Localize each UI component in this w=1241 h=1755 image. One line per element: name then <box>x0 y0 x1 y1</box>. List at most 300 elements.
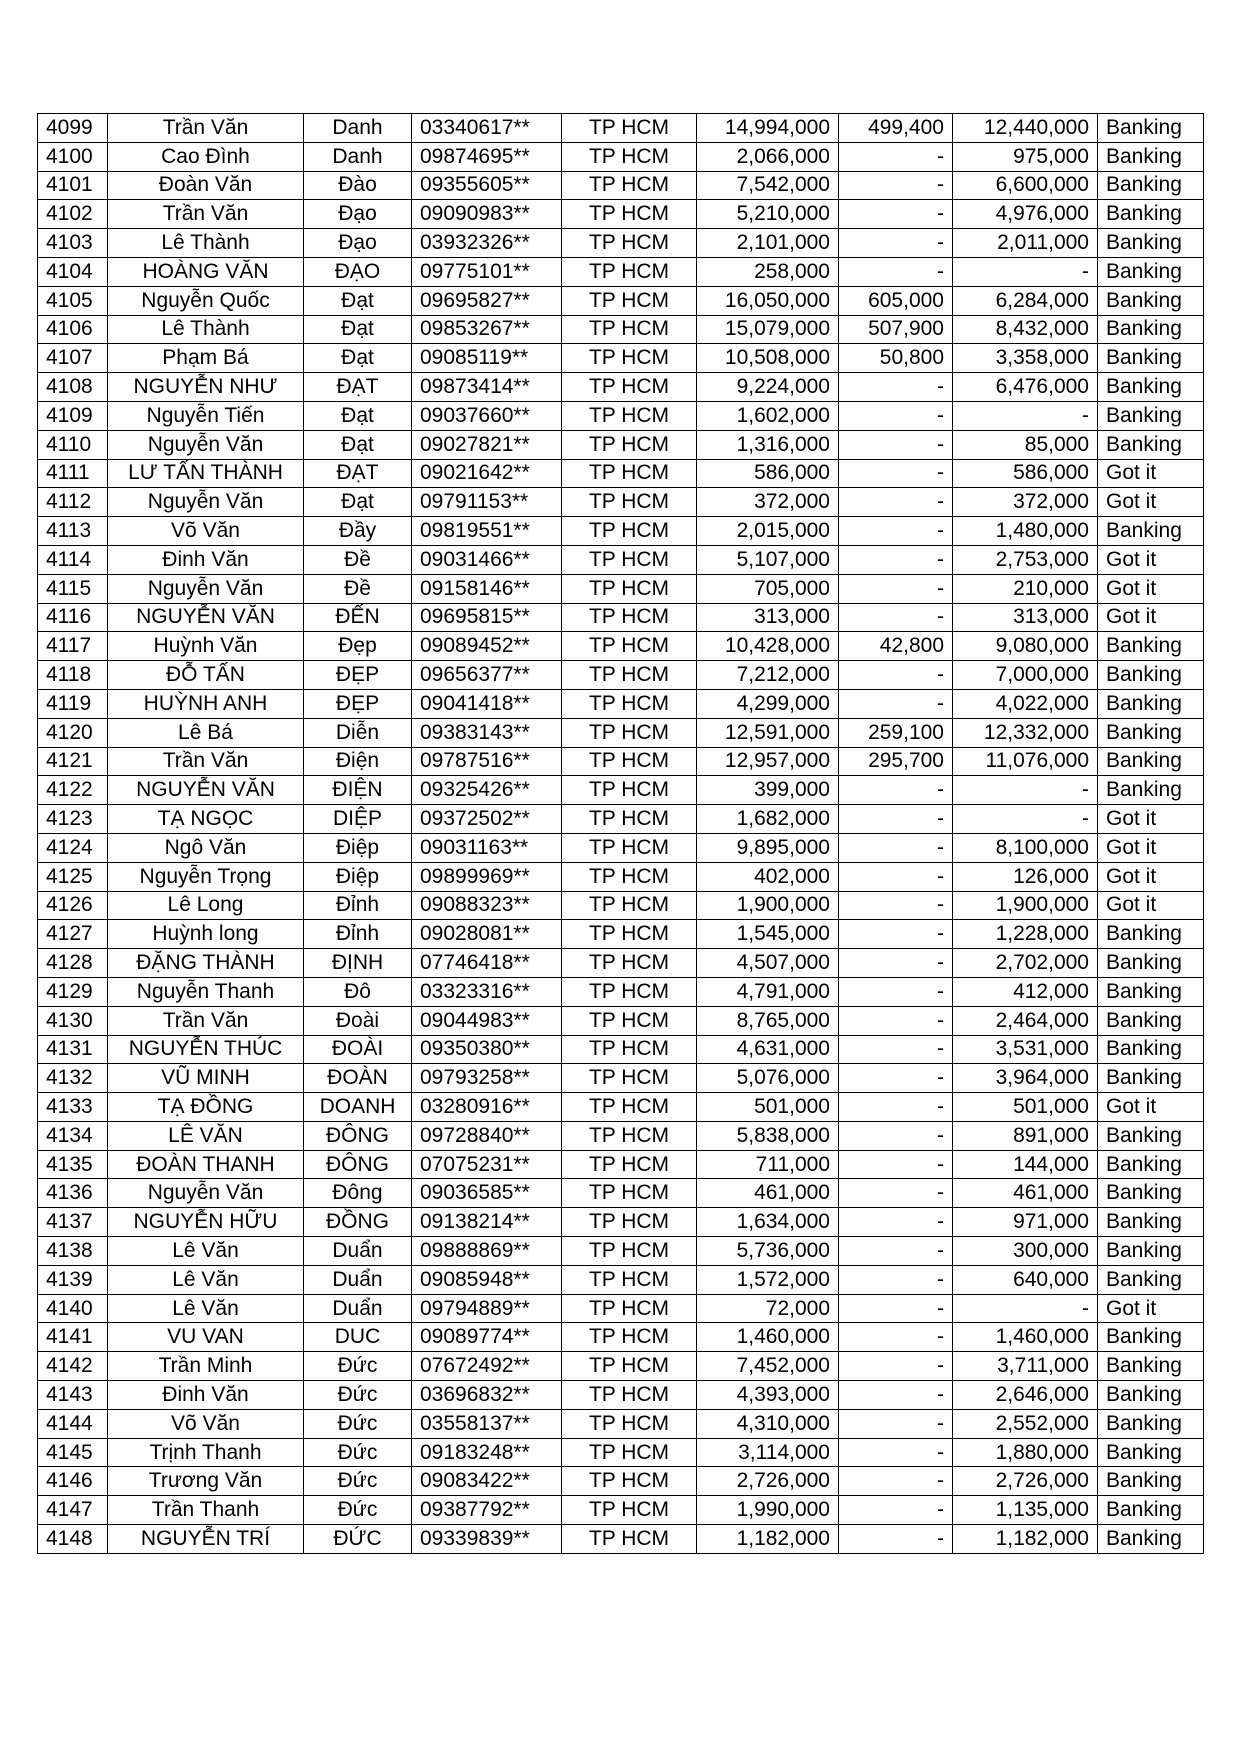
phone-number: 09787516** <box>412 747 562 776</box>
phone-number: 09041418** <box>412 689 562 718</box>
payment-method: Banking <box>1098 517 1204 546</box>
row-number: 4128 <box>38 949 108 978</box>
city: TP HCM <box>562 373 697 402</box>
given-name: Đào <box>304 171 412 200</box>
payment-method: Got it <box>1098 891 1204 920</box>
table-row <box>38 1294 1204 1323</box>
row-number: 4108 <box>38 373 108 402</box>
table-row <box>38 776 1204 805</box>
row-number: 4147 <box>38 1496 108 1525</box>
phone-number: 09037660** <box>412 401 562 430</box>
paid-amount: 1,900,000 <box>953 891 1098 920</box>
phone-number: 09085948** <box>412 1265 562 1294</box>
total-amount: 12,591,000 <box>697 718 839 747</box>
table-row <box>38 1150 1204 1179</box>
total-amount: 372,000 <box>697 488 839 517</box>
paid-amount: 2,464,000 <box>953 1006 1098 1035</box>
surname-middle-name: Trần Thanh <box>108 1496 304 1525</box>
payment-method: Banking <box>1098 1438 1204 1467</box>
table-row <box>38 171 1204 200</box>
phone-number: 07746418** <box>412 949 562 978</box>
phone-number: 09031163** <box>412 833 562 862</box>
row-number: 4119 <box>38 689 108 718</box>
deduction-amount: - <box>839 1237 953 1266</box>
given-name: Đông <box>304 1179 412 1208</box>
table-row <box>38 1381 1204 1410</box>
given-name: Đề <box>304 545 412 574</box>
total-amount: 16,050,000 <box>697 286 839 315</box>
payment-method: Got it <box>1098 862 1204 891</box>
phone-number: 09325426** <box>412 776 562 805</box>
surname-middle-name: ĐỖ TẤN <box>108 661 304 690</box>
given-name: ĐOÀN <box>304 1064 412 1093</box>
paid-amount: - <box>953 1294 1098 1323</box>
deduction-amount: - <box>839 574 953 603</box>
payment-method: Banking <box>1098 430 1204 459</box>
table-row <box>38 344 1204 373</box>
row-number: 4112 <box>38 488 108 517</box>
surname-middle-name: Nguyễn Quốc <box>108 286 304 315</box>
deduction-amount: - <box>839 1525 953 1554</box>
payment-table <box>37 113 1204 1554</box>
surname-middle-name: Nguyễn Văn <box>108 574 304 603</box>
payment-method: Banking <box>1098 1381 1204 1410</box>
city: TP HCM <box>562 1438 697 1467</box>
total-amount: 9,224,000 <box>697 373 839 402</box>
surname-middle-name: NGUYỄN THÚC <box>108 1035 304 1064</box>
paid-amount: 144,000 <box>953 1150 1098 1179</box>
row-number: 4148 <box>38 1525 108 1554</box>
deduction-amount: - <box>839 517 953 546</box>
payment-method: Banking <box>1098 1179 1204 1208</box>
paid-amount: 2,011,000 <box>953 229 1098 258</box>
phone-number: 09383143** <box>412 718 562 747</box>
deduction-amount: - <box>839 401 953 430</box>
payment-method: Banking <box>1098 1006 1204 1035</box>
deduction-amount: 259,100 <box>839 718 953 747</box>
given-name: Điện <box>304 747 412 776</box>
paid-amount: 300,000 <box>953 1237 1098 1266</box>
total-amount: 1,602,000 <box>697 401 839 430</box>
total-amount: 1,634,000 <box>697 1208 839 1237</box>
payment-method: Banking <box>1098 315 1204 344</box>
payment-method: Got it <box>1098 574 1204 603</box>
paid-amount: - <box>953 776 1098 805</box>
table-row <box>38 747 1204 776</box>
surname-middle-name: Trần Văn <box>108 747 304 776</box>
given-name: DOANH <box>304 1093 412 1122</box>
table-row <box>38 1323 1204 1352</box>
row-number: 4107 <box>38 344 108 373</box>
table-row <box>38 1409 1204 1438</box>
deduction-amount: - <box>839 920 953 949</box>
surname-middle-name: LÊ VĂN <box>108 1121 304 1150</box>
city: TP HCM <box>562 142 697 171</box>
payment-method: Banking <box>1098 373 1204 402</box>
phone-number: 09793258** <box>412 1064 562 1093</box>
city: TP HCM <box>562 1121 697 1150</box>
city: TP HCM <box>562 747 697 776</box>
total-amount: 7,212,000 <box>697 661 839 690</box>
paid-amount: 8,100,000 <box>953 833 1098 862</box>
table-row <box>38 315 1204 344</box>
surname-middle-name: Đinh Văn <box>108 1381 304 1410</box>
surname-middle-name: NGUYỄN TRÍ <box>108 1525 304 1554</box>
paid-amount: 8,432,000 <box>953 315 1098 344</box>
phone-number: 09888869** <box>412 1237 562 1266</box>
city: TP HCM <box>562 603 697 632</box>
deduction-amount: - <box>839 1438 953 1467</box>
table-row <box>38 1352 1204 1381</box>
total-amount: 1,572,000 <box>697 1265 839 1294</box>
table-row <box>38 1064 1204 1093</box>
table-row <box>38 1265 1204 1294</box>
given-name: Đức <box>304 1381 412 1410</box>
row-number: 4114 <box>38 545 108 574</box>
table-row <box>38 517 1204 546</box>
phone-number: 03696832** <box>412 1381 562 1410</box>
given-name: Duẩn <box>304 1237 412 1266</box>
total-amount: 12,957,000 <box>697 747 839 776</box>
payment-method: Banking <box>1098 949 1204 978</box>
table-row <box>38 689 1204 718</box>
phone-number: 09027821** <box>412 430 562 459</box>
payment-method: Banking <box>1098 977 1204 1006</box>
table-row <box>38 1121 1204 1150</box>
city: TP HCM <box>562 401 697 430</box>
deduction-amount: - <box>839 1208 953 1237</box>
surname-middle-name: ĐẶNG THÀNH <box>108 949 304 978</box>
city: TP HCM <box>562 776 697 805</box>
table-row <box>38 545 1204 574</box>
row-number: 4113 <box>38 517 108 546</box>
phone-number: 09158146** <box>412 574 562 603</box>
deduction-amount: - <box>839 1409 953 1438</box>
row-number: 4136 <box>38 1179 108 1208</box>
city: TP HCM <box>562 459 697 488</box>
payment-method: Banking <box>1098 1467 1204 1496</box>
phone-number: 09794889** <box>412 1294 562 1323</box>
total-amount: 2,015,000 <box>697 517 839 546</box>
paid-amount: 2,702,000 <box>953 949 1098 978</box>
payment-method: Banking <box>1098 1237 1204 1266</box>
city: TP HCM <box>562 1525 697 1554</box>
phone-number: 09350380** <box>412 1035 562 1064</box>
city: TP HCM <box>562 1208 697 1237</box>
given-name: Điệp <box>304 833 412 862</box>
surname-middle-name: Lê Bá <box>108 718 304 747</box>
total-amount: 14,994,000 <box>697 114 839 143</box>
row-number: 4101 <box>38 171 108 200</box>
deduction-amount: 499,400 <box>839 114 953 143</box>
row-number: 4126 <box>38 891 108 920</box>
payment-method: Banking <box>1098 286 1204 315</box>
deduction-amount: - <box>839 603 953 632</box>
surname-middle-name: Lê Long <box>108 891 304 920</box>
given-name: Đạt <box>304 430 412 459</box>
deduction-amount: - <box>839 1150 953 1179</box>
surname-middle-name: Nguyễn Văn <box>108 430 304 459</box>
row-number: 4099 <box>38 114 108 143</box>
given-name: Đầy <box>304 517 412 546</box>
given-name: Đức <box>304 1467 412 1496</box>
payment-method: Banking <box>1098 1035 1204 1064</box>
total-amount: 501,000 <box>697 1093 839 1122</box>
surname-middle-name: Phạm Bá <box>108 344 304 373</box>
phone-number: 09695815** <box>412 603 562 632</box>
phone-number: 03932326** <box>412 229 562 258</box>
phone-number: 09728840** <box>412 1121 562 1150</box>
city: TP HCM <box>562 1381 697 1410</box>
given-name: Danh <box>304 142 412 171</box>
payment-method: Banking <box>1098 661 1204 690</box>
paid-amount: 3,964,000 <box>953 1064 1098 1093</box>
surname-middle-name: ĐOÀN THANH <box>108 1150 304 1179</box>
row-number: 4117 <box>38 632 108 661</box>
surname-middle-name: VU VAN <box>108 1323 304 1352</box>
surname-middle-name: Lê Văn <box>108 1237 304 1266</box>
payment-method: Banking <box>1098 1409 1204 1438</box>
row-number: 4102 <box>38 200 108 229</box>
deduction-amount: - <box>839 545 953 574</box>
payment-method: Banking <box>1098 344 1204 373</box>
surname-middle-name: Ngô Văn <box>108 833 304 862</box>
deduction-amount: - <box>839 1265 953 1294</box>
paid-amount: 313,000 <box>953 603 1098 632</box>
paid-amount: 412,000 <box>953 977 1098 1006</box>
paid-amount: 971,000 <box>953 1208 1098 1237</box>
row-number: 4133 <box>38 1093 108 1122</box>
total-amount: 1,182,000 <box>697 1525 839 1554</box>
deduction-amount: 507,900 <box>839 315 953 344</box>
paid-amount: - <box>953 257 1098 286</box>
city: TP HCM <box>562 545 697 574</box>
city: TP HCM <box>562 1006 697 1035</box>
given-name: ĐẸP <box>304 661 412 690</box>
deduction-amount: - <box>839 1381 953 1410</box>
city: TP HCM <box>562 171 697 200</box>
row-number: 4140 <box>38 1294 108 1323</box>
row-number: 4100 <box>38 142 108 171</box>
table-row <box>38 257 1204 286</box>
given-name: Điệp <box>304 862 412 891</box>
table-row <box>38 805 1204 834</box>
payment-method: Banking <box>1098 1525 1204 1554</box>
payment-method: Banking <box>1098 401 1204 430</box>
table-row <box>38 1467 1204 1496</box>
paid-amount: 1,480,000 <box>953 517 1098 546</box>
paid-amount: 372,000 <box>953 488 1098 517</box>
surname-middle-name: Trương Văn <box>108 1467 304 1496</box>
paid-amount: 2,753,000 <box>953 545 1098 574</box>
payment-method: Banking <box>1098 1352 1204 1381</box>
deduction-amount: - <box>839 949 953 978</box>
paid-amount: 640,000 <box>953 1265 1098 1294</box>
given-name: ĐÔNG <box>304 1121 412 1150</box>
total-amount: 7,542,000 <box>697 171 839 200</box>
total-amount: 1,460,000 <box>697 1323 839 1352</box>
given-name: Đạt <box>304 401 412 430</box>
city: TP HCM <box>562 229 697 258</box>
deduction-amount: - <box>839 1467 953 1496</box>
given-name: Đạo <box>304 200 412 229</box>
table-row <box>38 430 1204 459</box>
row-number: 4145 <box>38 1438 108 1467</box>
row-number: 4124 <box>38 833 108 862</box>
surname-middle-name: NGUYỄN VĂN <box>108 776 304 805</box>
table-row <box>38 891 1204 920</box>
phone-number: 09138214** <box>412 1208 562 1237</box>
row-number: 4142 <box>38 1352 108 1381</box>
city: TP HCM <box>562 949 697 978</box>
row-number: 4121 <box>38 747 108 776</box>
given-name: Đạt <box>304 315 412 344</box>
city: TP HCM <box>562 488 697 517</box>
total-amount: 1,545,000 <box>697 920 839 949</box>
phone-number: 09089452** <box>412 632 562 661</box>
city: TP HCM <box>562 862 697 891</box>
deduction-amount: - <box>839 257 953 286</box>
table-row <box>38 1208 1204 1237</box>
phone-number: 09899969** <box>412 862 562 891</box>
city: TP HCM <box>562 1496 697 1525</box>
given-name: Đức <box>304 1352 412 1381</box>
row-number: 4146 <box>38 1467 108 1496</box>
city: TP HCM <box>562 286 697 315</box>
paid-amount: 12,332,000 <box>953 718 1098 747</box>
deduction-amount: - <box>839 229 953 258</box>
deduction-amount: - <box>839 1496 953 1525</box>
paid-amount: 1,135,000 <box>953 1496 1098 1525</box>
total-amount: 4,631,000 <box>697 1035 839 1064</box>
table-row <box>38 142 1204 171</box>
deduction-amount: - <box>839 1064 953 1093</box>
surname-middle-name: LƯ TẤN THÀNH <box>108 459 304 488</box>
phone-number: 09044983** <box>412 1006 562 1035</box>
given-name: ĐOÀI <box>304 1035 412 1064</box>
deduction-amount: - <box>839 776 953 805</box>
total-amount: 258,000 <box>697 257 839 286</box>
table-row <box>38 373 1204 402</box>
given-name: Đoài <box>304 1006 412 1035</box>
deduction-amount: - <box>839 805 953 834</box>
payment-method: Banking <box>1098 632 1204 661</box>
given-name: Diễn <box>304 718 412 747</box>
row-number: 4122 <box>38 776 108 805</box>
city: TP HCM <box>562 718 697 747</box>
surname-middle-name: Trịnh Thanh <box>108 1438 304 1467</box>
table-row <box>38 200 1204 229</box>
row-number: 4103 <box>38 229 108 258</box>
surname-middle-name: Đinh Văn <box>108 545 304 574</box>
paid-amount: 210,000 <box>953 574 1098 603</box>
payment-method: Banking <box>1098 776 1204 805</box>
row-number: 4129 <box>38 977 108 1006</box>
paid-amount: 4,976,000 <box>953 200 1098 229</box>
payment-method: Banking <box>1098 718 1204 747</box>
surname-middle-name: Huỳnh long <box>108 920 304 949</box>
table-row <box>38 1035 1204 1064</box>
payment-method: Banking <box>1098 257 1204 286</box>
given-name: ĐẠT <box>304 459 412 488</box>
city: TP HCM <box>562 315 697 344</box>
city: TP HCM <box>562 517 697 546</box>
table-row <box>38 949 1204 978</box>
total-amount: 5,076,000 <box>697 1064 839 1093</box>
payment-method: Got it <box>1098 459 1204 488</box>
given-name: Đạt <box>304 344 412 373</box>
payment-method: Banking <box>1098 171 1204 200</box>
table-row <box>38 286 1204 315</box>
given-name: Đạt <box>304 286 412 315</box>
city: TP HCM <box>562 1323 697 1352</box>
given-name: ĐIỆN <box>304 776 412 805</box>
payment-method: Banking <box>1098 200 1204 229</box>
table-row <box>38 1093 1204 1122</box>
surname-middle-name: TẠ NGỌC <box>108 805 304 834</box>
city: TP HCM <box>562 1294 697 1323</box>
total-amount: 8,765,000 <box>697 1006 839 1035</box>
phone-number: 09036585** <box>412 1179 562 1208</box>
total-amount: 313,000 <box>697 603 839 632</box>
payment-method: Banking <box>1098 142 1204 171</box>
phone-number: 09775101** <box>412 257 562 286</box>
deduction-amount: 295,700 <box>839 747 953 776</box>
surname-middle-name: HOÀNG VĂN <box>108 257 304 286</box>
total-amount: 5,838,000 <box>697 1121 839 1150</box>
total-amount: 402,000 <box>697 862 839 891</box>
surname-middle-name: Cao Đình <box>108 142 304 171</box>
paid-amount: 6,476,000 <box>953 373 1098 402</box>
surname-middle-name: Đoàn Văn <box>108 171 304 200</box>
row-number: 4135 <box>38 1150 108 1179</box>
paid-amount: 3,531,000 <box>953 1035 1098 1064</box>
table-row <box>38 401 1204 430</box>
given-name: Đức <box>304 1496 412 1525</box>
surname-middle-name: Nguyễn Tiến <box>108 401 304 430</box>
given-name: Đỉnh <box>304 891 412 920</box>
payment-method: Got it <box>1098 545 1204 574</box>
row-number: 4110 <box>38 430 108 459</box>
surname-middle-name: Nguyễn Văn <box>108 1179 304 1208</box>
surname-middle-name: Nguyễn Văn <box>108 488 304 517</box>
surname-middle-name: Võ Văn <box>108 1409 304 1438</box>
phone-number: 09656377** <box>412 661 562 690</box>
surname-middle-name: Trần Minh <box>108 1352 304 1381</box>
row-number: 4144 <box>38 1409 108 1438</box>
city: TP HCM <box>562 1064 697 1093</box>
city: TP HCM <box>562 1265 697 1294</box>
row-number: 4109 <box>38 401 108 430</box>
row-number: 4105 <box>38 286 108 315</box>
city: TP HCM <box>562 114 697 143</box>
city: TP HCM <box>562 920 697 949</box>
payment-method: Banking <box>1098 229 1204 258</box>
payment-method: Banking <box>1098 1121 1204 1150</box>
table-body <box>38 114 1204 1554</box>
table-row <box>38 920 1204 949</box>
city: TP HCM <box>562 805 697 834</box>
city: TP HCM <box>562 200 697 229</box>
row-number: 4130 <box>38 1006 108 1035</box>
given-name: Đô <box>304 977 412 1006</box>
phone-number: 03323316** <box>412 977 562 1006</box>
city: TP HCM <box>562 661 697 690</box>
table-row <box>38 459 1204 488</box>
paid-amount: 891,000 <box>953 1121 1098 1150</box>
given-name: ĐÔNG <box>304 1150 412 1179</box>
total-amount: 5,736,000 <box>697 1237 839 1266</box>
